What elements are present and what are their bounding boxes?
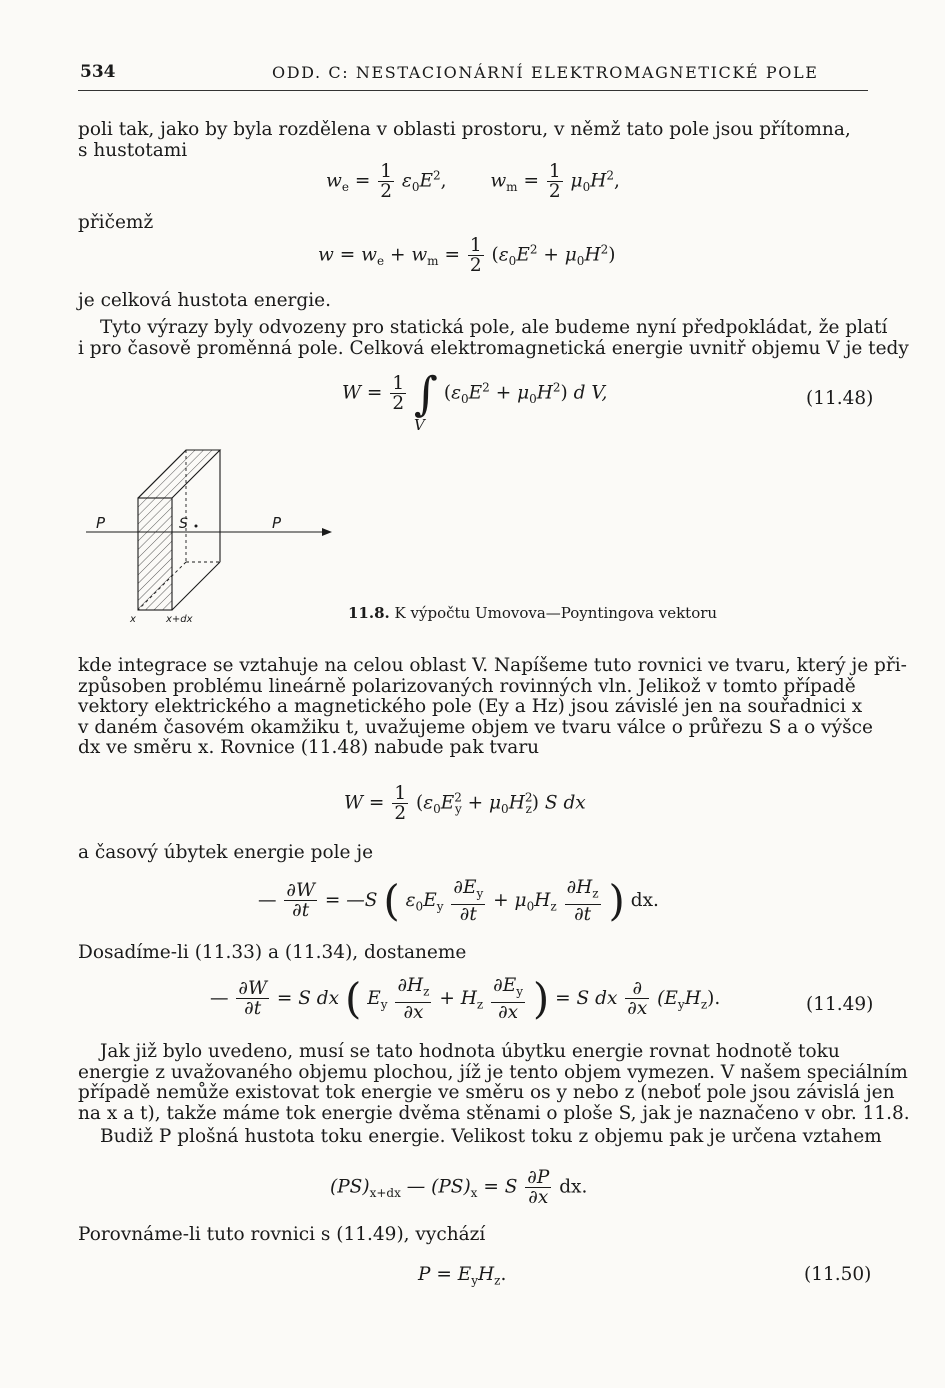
eq-sub: 0 [582,180,591,195]
frac-num: ∂P [527,1167,550,1188]
frac-den: ∂x [528,1187,549,1208]
eq-sub: y [471,1273,478,1288]
big-paren: ( [383,875,400,925]
frac-num: 1 [394,783,407,804]
eq-sup: 2 [600,242,609,257]
eq-symbol: w [490,170,507,192]
header-rule [78,90,868,91]
eq-symbol: E [516,244,530,266]
eq-op: + [495,382,512,404]
eq-symbol: E [423,889,437,911]
frac-den: 2 [469,255,482,276]
fraction-dHz-dt [565,878,601,924]
text-line: kde integrace se vztahuje na celou oblast V. Napíšeme tuto rovnici ve tvaru, který je při- [78,655,907,676]
eq-sign: = [523,170,539,192]
eq-sub: x [470,1186,478,1201]
paragraph-6: a časový úbytek energie pole je [78,842,374,863]
text-line: s hustotami [78,139,188,161]
label-P-right: P [272,514,282,532]
eq-sub: 0 [461,392,469,407]
text-line: na x a t), takže máme tok energie dvěma stěnami o ploše S, jak je naznačeno v obr. 11.8. [78,1102,910,1124]
eq-symbol: dx. [630,889,659,911]
eq-op: + [467,792,484,814]
eq-symbol: μ [570,170,583,192]
frac-num: 1 [392,373,405,394]
eq-symbol: H [536,382,553,404]
eq-sub: y [454,802,462,817]
eq-sign: = [444,244,460,266]
paragraph-3: je celková hustota energie. [78,290,331,311]
equation-number-11-49: (11.49) [806,994,874,1015]
eq-symbol: E [419,170,434,192]
eq-symbol: H [508,792,525,814]
eq-paren: ) [707,987,715,1009]
eq-symbol: ε [423,792,434,814]
eq-sub: y [677,997,685,1012]
arrow-head [322,528,332,536]
text-line: Jak již bylo uvedeno, musí se tato hodnota úbytku energie rovnat hodnotě toku [100,1041,840,1062]
eq-sup: 2 [482,380,490,395]
eq-symbol: W [344,792,364,814]
integral-domain: V [414,416,425,434]
equation-energy-decrease [258,875,659,925]
frac-den: ∂t [574,903,592,925]
caption-number: 11.8. [348,604,390,622]
frac-den: 2 [394,803,407,824]
frac-num [491,976,525,1003]
eq-sub: m [427,254,439,269]
text-line: případě nemůže existovat tok energie ve směru os y nebo z (neboť pole jsou závislá jen [78,1082,895,1103]
eq-punct: . [714,987,721,1009]
eq-symbol: H [478,1264,495,1285]
eq-symbol: ∂H [397,975,424,996]
eq-sub: z [700,997,708,1012]
caption-text: K výpočtu Umovova—Poyntingova vektoru [394,604,718,622]
eq-symbol: H [584,244,601,266]
eq-symbol: μ [489,792,502,814]
frac-den: 2 [380,181,393,202]
eq-sub: z [494,1273,501,1288]
page-number: 534 [80,62,116,82]
eq-symbol: d V, [573,382,608,404]
eq-symbol: ε [401,170,412,192]
equation-total-density [318,236,615,275]
eq-symbol: = S dx [276,987,340,1009]
paragraph-5 [78,655,907,759]
eq-symbol: ε [405,889,416,911]
eq-sub: 0 [576,254,585,269]
equation-number-11-48: (11.48) [806,388,874,409]
label-P-left: P [96,514,106,532]
eq-symbol: H [460,987,477,1009]
eq-symbol: (E [657,987,678,1009]
eq-paren: ) [531,792,540,814]
frac-den: ∂t [292,900,310,922]
eq-symbol: ∂H [566,877,593,898]
big-paren: ) [608,875,625,925]
eq-sup: 2 [454,790,462,805]
eq-sup: 2 [606,168,614,183]
eq-punct: , [613,170,620,192]
eq-symbol: μ [564,244,577,266]
eq-symbol: H [684,987,701,1009]
running-title: ODD. C: NESTACIONÁRNÍ ELEKTROMAGNETICKÉ POLE [272,63,819,82]
eq-sub: e [341,180,349,195]
text-line: vektory elektrického a magnetického pole (Ey a Hz) jsou závislé jen na souřadnici x [78,696,863,717]
equation-number-11-50: (11.50) [804,1264,872,1285]
eq-symbol: E [440,792,455,814]
eq-sub: z [423,984,430,999]
eq-paren: ) [608,244,616,266]
text-line: energie z uvažovaného objemu plochou, jíž je tento objem vymezen. V našem speciálním [78,1061,908,1083]
eq-sub: z [525,802,532,817]
eq-symbol: E [367,987,381,1009]
frac-num [451,878,485,905]
eq-symbol: W [342,382,362,404]
big-paren: ( [344,973,362,1023]
eq-paren: ) [560,382,568,404]
fraction-half [378,162,394,201]
eq-sign: = [354,170,371,192]
eq-sub: m [506,180,518,195]
eq-symbol: w = w [318,244,377,266]
figure-caption [348,604,717,622]
eq-symbol: = —S [324,889,378,911]
eq-sub: 0 [526,899,535,914]
fraction-dEy-dx [491,976,525,1022]
eq-paren: ( [415,792,424,814]
eq-op: — [210,987,229,1009]
fraction-dW-dt [236,979,269,1018]
text-line: poli tak, jako by byla rozdělena v oblasti prostoru, v němž tato pole jsou přítomna, [78,119,851,140]
center-dot [195,525,198,528]
eq-sup: 2 [529,242,538,257]
frac-num: ∂W [238,978,267,1000]
frac-num [565,878,601,905]
fraction-half [390,374,406,413]
eq-symbol: — (PS) [406,1176,471,1198]
eq-op: + [439,987,455,1009]
text-line: Tyto výrazy byly odvozeny pro statická pole, ale budeme nyní předpokládat, že platí [100,317,888,338]
paragraph-10: Porovnáme-li tuto rovnici s (11.49), vychází [78,1224,486,1245]
eq-sup: 2 [433,168,441,183]
eq-op: + [493,889,509,911]
eq-op: + [543,244,559,266]
eq-sub: y [516,984,523,999]
eq-symbol: P = E [418,1264,472,1285]
text-line: i pro časově proměnná pole. Celková elektromagnetická energie uvnitř objemu V je tedy [78,337,909,359]
fraction-dEy-dt [451,878,485,924]
eq-sub: y [436,899,444,914]
frac-den: ∂x [498,1001,519,1023]
label-S: S [179,516,188,532]
frac-den: 2 [392,393,405,414]
equation-11-48 [342,366,608,421]
eq-symbol: (PS) [330,1176,370,1198]
fraction-half [468,236,484,275]
integral-sign: ∫ [413,366,438,421]
eq-symbol: ε [498,244,509,266]
eq-symbol: dx. [559,1176,588,1198]
eq-paren: ( [491,244,499,266]
equation-slab-energy [344,784,586,823]
figure-11-8 [86,440,346,630]
frac-num: 1 [469,235,482,256]
paragraph-2: přičemž [78,212,154,233]
eq-paren: ( [443,382,452,404]
frac-num: ∂ [625,979,649,999]
text-line: způsoben problému lineárně polarizovaných rovinných vln. Jelikož v tomto případě [78,675,856,697]
frac-num: 1 [548,161,561,182]
eq-symbol: = S dx [555,987,618,1009]
eq-sub: 0 [415,899,424,914]
fraction-dHz-dx [395,976,431,1022]
paragraph-4 [78,317,909,359]
fraction-dP-dx [525,1168,551,1207]
big-paren: ) [532,973,550,1023]
text-line: v daném časovém okamžiku t, uvažujeme objem ve tvaru válce o průřezu S a o výšce [78,716,873,738]
eq-symbol: ∂E [493,975,517,996]
equation-11-49 [210,973,721,1023]
eq-symbol: ∂E [453,877,477,898]
eq-punct: . [500,1264,507,1285]
eq-sub: z [476,997,484,1012]
eq-sub: 0 [508,254,517,269]
eq-op: — [258,889,277,911]
frac-den: 2 [548,181,561,202]
eq-symbol: ε [451,382,461,404]
eq-symbol: H [534,889,551,911]
frac-num: ∂W [286,880,315,902]
eq-symbol: H [590,170,607,192]
frac-num: 1 [380,161,393,182]
eq-sign: = [366,382,383,404]
frac-den: ∂t [244,998,262,1020]
eq-symbol: μ [514,889,527,911]
frac-den: ∂t [459,903,477,925]
eq-symbol: = S [483,1176,518,1198]
eq-sub: e [376,254,385,269]
fraction-half [392,784,408,823]
equation-11-50 [418,1264,506,1288]
eq-sub: 0 [411,180,420,195]
eq-sign: = [368,792,385,814]
text-line: dx ve směru x. Rovnice (11.48) nabude pak tvaru [78,737,540,758]
fraction-d-dx [625,979,649,1018]
label-x-dx: x+dx [166,614,193,625]
eq-symbol: + w [389,244,428,266]
eq-sub: 0 [433,802,441,817]
frac-den: ∂x [627,998,648,1020]
eq-symbol: μ [517,382,530,404]
equation-densities [326,162,620,201]
eq-sub: z [592,886,599,901]
eq-symbol: S dx [544,792,586,814]
eq-sub: 0 [501,802,509,817]
eq-sup: 2 [552,380,561,395]
eq-punct: , [440,170,447,192]
eq-symbol: E [468,382,483,404]
paragraph-7: Dosadíme-li (11.33) a (11.34), dostaneme [78,942,467,963]
eq-sub: z [550,899,557,914]
paragraph-9: Budiž P plošná hustota toku energie. Velikost toku z objemu pak je určena vztahem [100,1126,882,1147]
frac-num [395,976,431,1003]
eq-sub: y [380,997,388,1012]
fraction-half [547,162,563,201]
label-x: x [130,614,136,625]
eq-sup: 2 [524,790,533,805]
eq-sub: y [476,886,484,901]
fraction-dW-dt [284,881,317,920]
equation-flux [330,1168,587,1207]
slab-right-bottom [172,562,220,610]
eq-sub: x+dx [369,1186,401,1201]
paragraph-8 [78,1041,910,1124]
eq-sub: 0 [529,392,537,407]
frac-den: ∂x [403,1001,424,1023]
eq-symbol: w [326,170,342,192]
paragraph-1 [78,120,868,161]
